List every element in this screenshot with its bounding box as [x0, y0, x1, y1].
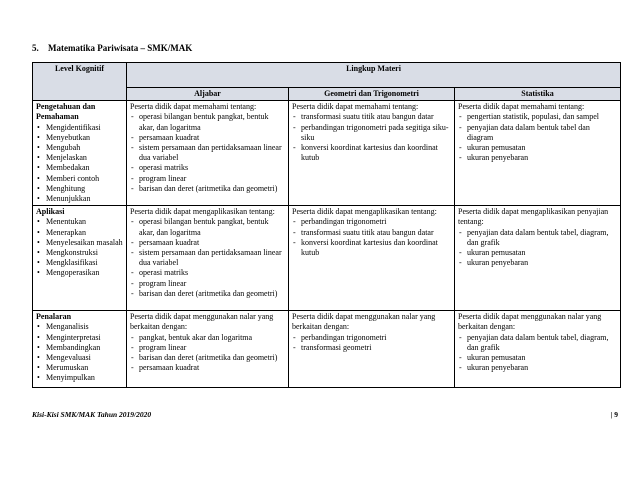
list-item: • Mengklasifikasi: [36, 258, 123, 268]
list-item: • Mengoperasikan: [36, 268, 123, 278]
topic-list: [458, 112, 617, 163]
list-item: - sistem persamaan dan pertidaksamaan linear dua variabel: [130, 248, 285, 268]
footer-title: Kisi-Kisi SMK/MAK Tahun 2019/2020: [32, 410, 152, 419]
list-item: • Menunjukkan: [36, 194, 123, 204]
table-row: [33, 101, 621, 206]
list-item: - pengertian statistik, populasi, dan sampel: [458, 112, 617, 122]
list-item: - operasi bilangan bentuk pangkat, bentuk akar, dan logaritma: [130, 217, 285, 237]
topic-list: [292, 333, 451, 353]
topic-list: [130, 333, 285, 374]
lingkup-materi-header: Lingkup Materi: [127, 63, 621, 88]
list-item: - persamaan kuadrat: [130, 363, 285, 373]
list-item: - perbandingan trigonometri: [292, 217, 451, 227]
column-header-geometri: Geometri dan Trigonometri: [289, 88, 455, 101]
page-number: | 9: [610, 410, 618, 419]
level-title: Penalaran: [36, 312, 72, 322]
column-header-aljabar: Aljabar: [127, 88, 289, 101]
column-header-statistika: Statistika: [455, 88, 621, 101]
list-item: - transformasi geometri: [292, 343, 451, 353]
list-item: • Menyebutkan: [36, 133, 123, 143]
level-title: Pengetahuan dan Pemahaman: [36, 102, 96, 122]
list-item: - barisan dan deret (aritmetika dan geometri): [130, 289, 285, 299]
list-item: - konversi koordinat kartesius dan koordinat kutub: [292, 143, 451, 163]
list-item: - operasi matriks: [130, 268, 285, 278]
list-item: • Merumuskan: [36, 363, 123, 373]
list-item: • Mengkonstruksi: [36, 248, 123, 258]
geometri-cell: [289, 311, 455, 388]
list-item: • Menginterpretasi: [36, 333, 123, 343]
page-footer: [32, 410, 620, 419]
list-item: • Menentukan: [36, 217, 123, 227]
cell-intro: Peserta didik dapat mengaplikasikan tentang:: [292, 207, 437, 217]
level-cell: [33, 311, 127, 388]
list-item: • Menjelaskan: [36, 153, 123, 163]
topic-list: [458, 228, 617, 269]
list-item: - ukuran penyebaran: [458, 258, 617, 268]
topic-list: [130, 217, 285, 299]
cell-intro: Peserta didik dapat mengaplikasikan penyajian tentang:: [458, 207, 609, 227]
list-item: - penyajian data dalam bentuk tabel, diagram, dan grafik: [458, 333, 617, 353]
section-number: 5.: [32, 43, 39, 53]
list-item: - program linear: [130, 279, 285, 289]
list-item: - sistem persamaan dan pertidaksamaan linear dua variabel: [130, 143, 285, 163]
list-item: • Menghitung: [36, 184, 123, 194]
cell-intro: Peserta didik dapat memahami tentang:: [130, 102, 257, 112]
list-item: • Mengidentifikasi: [36, 123, 123, 133]
statistika-cell: [455, 101, 621, 206]
list-item: • Memberi contoh: [36, 174, 123, 184]
list-item: - pangkat, bentuk akar dan logaritma: [130, 333, 285, 343]
section-heading: [32, 43, 192, 53]
cell-intro: Peserta didik dapat menggunakan nalar yang berkaitan dengan:: [292, 312, 436, 332]
list-item: • Membedakan: [36, 163, 123, 173]
kisi-kisi-table: [32, 62, 621, 388]
topic-list: [292, 112, 451, 163]
list-item: - perbandingan trigonometri pada segitiga siku-siku: [292, 123, 451, 143]
aljabar-cell: [127, 206, 289, 311]
verb-list: [36, 322, 123, 383]
table-row: [33, 206, 621, 311]
list-item: - program linear: [130, 343, 285, 353]
section-title: Matematika Pariwisata – SMK/MAK: [48, 43, 193, 53]
list-item: - barisan dan deret (aritmetika dan geometri): [130, 353, 285, 363]
verb-list: [36, 217, 123, 278]
list-item: - operasi matriks: [130, 163, 285, 173]
list-item: - ukuran pemusatan: [458, 143, 617, 153]
cell-intro: Peserta didik dapat mengaplikasikan tentang:: [130, 207, 275, 217]
cell-intro: Peserta didik dapat menggunakan nalar yang berkaitan dengan:: [130, 312, 274, 332]
geometri-cell: [289, 206, 455, 311]
list-item: - ukuran penyebaran: [458, 363, 617, 373]
geometri-cell: [289, 101, 455, 206]
list-item: • Mengubah: [36, 143, 123, 153]
topic-list: [292, 217, 451, 258]
level-cell: [33, 101, 127, 206]
list-item: - ukuran pemusatan: [458, 353, 617, 363]
cell-intro: Peserta didik dapat menggunakan nalar yang berkaitan dengan:: [458, 312, 602, 332]
list-item: • Menyimpulkan: [36, 373, 123, 383]
aljabar-cell: [127, 311, 289, 388]
verb-list: [36, 123, 123, 205]
table-row: [33, 311, 621, 388]
level-kognitif-header: Level Kognitif: [33, 63, 127, 101]
statistika-cell: [455, 206, 621, 311]
list-item: • Menganalisis: [36, 322, 123, 332]
list-item: - perbandingan trigonometri: [292, 333, 451, 343]
list-item: - persamaan kuadrat: [130, 133, 285, 143]
statistika-cell: [455, 311, 621, 388]
aljabar-cell: [127, 101, 289, 206]
level-cell: [33, 206, 127, 311]
list-item: - konversi koordinat kartesius dan koordinat kutub: [292, 238, 451, 258]
cell-intro: Peserta didik dapat memahami tentang:: [458, 102, 585, 112]
list-item: • Membandingkan: [36, 343, 123, 353]
list-item: - ukuran pemusatan: [458, 248, 617, 258]
list-item: - ukuran penyebaran: [458, 153, 617, 163]
list-item: - barisan dan deret (aritmetika dan geometri): [130, 184, 285, 194]
cell-intro: Peserta didik dapat memahami tentang:: [292, 102, 419, 112]
list-item: - program linear: [130, 174, 285, 184]
topic-list: [130, 112, 285, 194]
list-item: • Menyelesaikan masalah: [36, 238, 123, 248]
level-title: Aplikasi: [36, 207, 65, 217]
list-item: - persamaan kuadrat: [130, 238, 285, 248]
list-item: - penyajian data dalam bentuk tabel dan diagram: [458, 123, 617, 143]
list-item: - transformasi suatu titik atau bangun datar: [292, 228, 451, 238]
list-item: - transformasi suatu titik atau bangun datar: [292, 112, 451, 122]
list-item: • Mengevaluasi: [36, 353, 123, 363]
list-item: • Menerapkan: [36, 228, 123, 238]
list-item: - operasi bilangan bentuk pangkat, bentuk akar, dan logaritma: [130, 112, 285, 132]
topic-list: [458, 333, 617, 374]
list-item: - penyajian data dalam bentuk tabel, diagram, dan grafik: [458, 228, 617, 248]
